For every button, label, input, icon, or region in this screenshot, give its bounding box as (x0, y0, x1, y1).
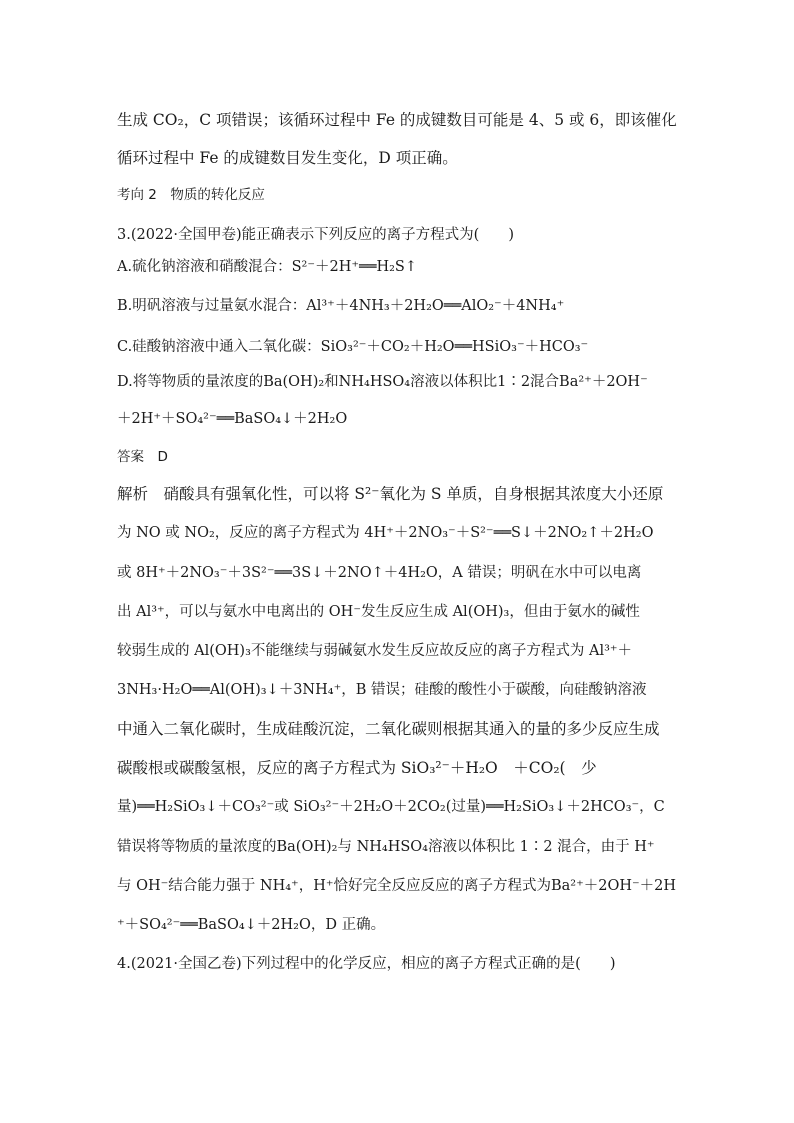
explanation-line-4: 出 Al³⁺，可以与氨水中电离出的 OH⁻发生反应生成 Al(OH)₃，但由于氨水的碱性 (117, 604, 640, 620)
explanation-line-9: 量)══H₂SiO₃↓＋CO₃²⁻或 SiO₃²⁻＋2H₂O＋2CO₂(过量)══H₂SiO₃↓＋2HCO₃⁻，C (117, 799, 665, 815)
text-line-1: 生成 CO₂，C 项错误；该循环过程中 Fe 的成键数目可能是 4、5 或 6，即该催化 (117, 111, 677, 129)
question-3-stem: 3.(2022·全国甲卷)能正确表示下列反应的离子方程式为( ) (117, 227, 514, 243)
question-3-option-b: B.明矾溶液与过量氨水混合：Al³⁺＋4NH₃＋2H₂O══AlO₂⁻＋4NH₄⁺ (117, 298, 565, 314)
text-line-2: 循环过程中 Fe 的成键数目发生变化，D 项正确。 (117, 149, 458, 167)
question-4-stem: 4.(2021·全国乙卷)下列过程中的化学反应，相应的离子方程式正确的是( ) (117, 956, 616, 972)
question-3-option-d-line-1: D.将等物质的量浓度的Ba(OH)₂和NH₄HSO₄溶液以体积比1∶2混合Ba²⁺＋2OH⁻ (117, 374, 648, 390)
explanation-line-12: ⁺＋SO₄²⁻══BaSO₄↓＋2H₂O，D 正确。 (117, 917, 386, 933)
question-3-option-c: C.硅酸钠溶液中通入二氧化碳：SiO₃²⁻＋CO₂＋H₂O══HSiO₃⁻＋HCO₃⁻ (117, 339, 589, 355)
explanation-line-1: 解析 硝酸具有强氧化性，可以将 S²⁻氧化为 S 单质，自身根据其浓度大小还原 (117, 485, 664, 503)
question-3-option-d-line-2: ＋2H⁺＋SO₄²⁻══BaSO₄↓＋2H₂O (117, 411, 348, 427)
explanation-line-11: 与 OH⁻结合能力强于 NH₄⁺，H⁺恰好完全反应反应的离子方程式为Ba²⁺＋2OH⁻＋2H (117, 878, 677, 894)
section-heading: 考向 2 物质的转化反应 (117, 187, 265, 203)
explanation-line-5: 较弱生成的 Al(OH)₃不能继续与弱碱氨水发生反应故反应的离子方程式为 Al³⁺＋ (117, 643, 633, 659)
explanation-line-7: 中通入二氧化碳时，生成硅酸沉淀，二氧化碳则根据其通入的量的多少反应生成 (117, 720, 660, 738)
explanation-line-3: 或 8H⁺＋2NO₃⁻＋3S²⁻══3S↓＋2NO↑＋4H₂O，A 错误；明矾在水中可以电离 (117, 565, 642, 581)
explanation-line-2: 为 NO 或 NO₂，反应的离子方程式为 4H⁺＋2NO₃⁻＋S²⁻══S↓＋2NO₂↑＋2H₂O (117, 525, 654, 541)
explanation-line-6: 3NH₃·H₂O══Al(OH)₃↓＋3NH₄⁺，B 错误；硅酸的酸性小于碳酸，向硅酸钠溶液 (117, 682, 647, 698)
explanation-line-10: 错误将等物质的量浓度的Ba(OH)₂与 NH₄HSO₄溶液以体积比 1∶2 混合，由于 H⁺ (117, 839, 655, 855)
explanation-line-8: 碳酸根或碳酸氢根，反应的离子方程式为 SiO₃²⁻＋H₂O ＋CO₂( 少 (117, 759, 597, 777)
question-3-option-a: A.硫化钠溶液和硝酸混合：S²⁻＋2H⁺══H₂S↑ (117, 259, 418, 275)
answer-line: 答案 D (117, 449, 168, 465)
